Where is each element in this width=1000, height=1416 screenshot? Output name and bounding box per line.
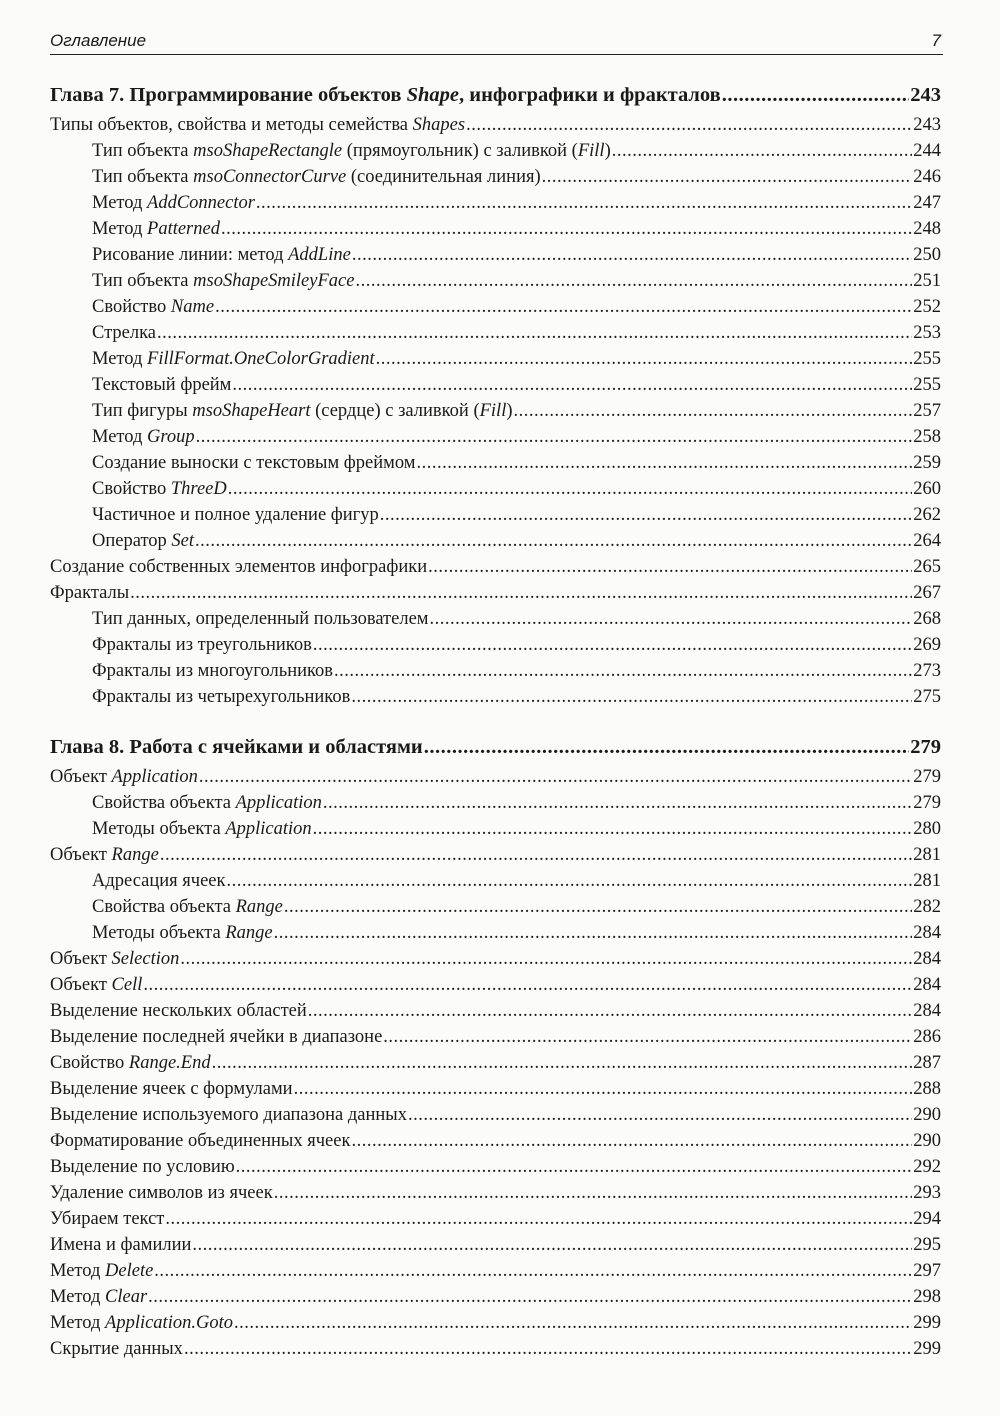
- toc-chapter-heading[interactable]: [50, 731, 941, 764]
- toc-page-number: 284: [913, 949, 941, 969]
- toc-entry-label: Создание собственных элементов инфографики: [50, 557, 428, 577]
- dot-leader: [466, 112, 912, 138]
- dot-leader: [294, 1076, 913, 1102]
- toc-entry-label: Объект Cell: [50, 975, 143, 995]
- toc-entry-label: Имена и фамилии: [50, 1235, 192, 1255]
- toc-entry-label: Убираем текст: [50, 1209, 165, 1229]
- toc-page-number: 260: [913, 479, 941, 499]
- dot-leader: [234, 1310, 912, 1336]
- dot-leader: [236, 1154, 913, 1180]
- toc-entry-label: Оператор Set: [92, 531, 195, 551]
- toc-page-number: 265: [913, 557, 941, 577]
- dot-leader: [424, 731, 910, 764]
- toc-entry-label: Выделение по условию: [50, 1157, 235, 1177]
- dot-leader: [376, 346, 913, 372]
- toc-page-number: 284: [913, 923, 941, 943]
- dot-leader: [212, 1050, 913, 1076]
- toc-page-number: 273: [913, 661, 941, 681]
- toc-page-number: 257: [913, 401, 941, 421]
- toc-entry-label: Метод Application.Goto: [50, 1313, 233, 1333]
- chapter-gap: [50, 710, 941, 731]
- toc-subsection[interactable]: [50, 294, 941, 320]
- dot-leader: [408, 1102, 912, 1128]
- toc-page-number: 255: [913, 375, 941, 395]
- toc-entry-label: Тип фигуры msoShapeHeart (сердце) с заливкой (Fill): [92, 401, 513, 421]
- toc-subsection[interactable]: [50, 242, 941, 268]
- toc-subsection[interactable]: [50, 920, 941, 946]
- toc-page-number: 284: [913, 975, 941, 995]
- toc-entry-label: Объект Range: [50, 845, 159, 865]
- toc-page-number: 243: [910, 84, 941, 106]
- dot-leader: [334, 658, 912, 684]
- toc-section[interactable]: [50, 972, 941, 998]
- toc-entry-label: Типы объектов, свойства и методы семейства Shapes: [50, 115, 466, 135]
- toc-entry-label: Адресация ячеек: [92, 871, 226, 891]
- toc-entry-label: Фракталы из многоугольников: [92, 661, 334, 681]
- toc-entry-label: Создание выноски с текстовым фреймом: [92, 453, 416, 473]
- toc-page-number: 298: [913, 1287, 941, 1307]
- toc-entry-label: Объект Selection: [50, 949, 180, 969]
- dot-leader: [192, 1232, 912, 1258]
- dot-leader: [232, 372, 912, 398]
- dot-leader: [215, 294, 912, 320]
- dot-leader: [428, 554, 912, 580]
- toc-page-number: 250: [913, 245, 941, 265]
- toc-page-number: 269: [913, 635, 941, 655]
- toc-page-number: 251: [913, 271, 941, 291]
- toc-page-number: 264: [913, 531, 941, 551]
- table-of-contents: [50, 79, 941, 1362]
- toc-page-number: 284: [913, 1001, 941, 1021]
- toc-entry-label: Метод FillFormat.OneColorGradient: [92, 349, 375, 369]
- toc-entry-label: Фракталы: [50, 583, 130, 603]
- dot-leader: [154, 1258, 912, 1284]
- toc-page-number: 252: [913, 297, 941, 317]
- toc-entry-label: Тип объекта msoShapeSmileyFace: [92, 271, 355, 291]
- toc-subsection[interactable]: [50, 320, 941, 346]
- toc-entry-label: Выделение нескольких областей: [50, 1001, 307, 1021]
- toc-page-number: 279: [913, 767, 941, 787]
- toc-subsection[interactable]: [50, 268, 941, 294]
- page-header: [50, 30, 943, 55]
- toc-entry-label: Свойства объекта Application: [92, 793, 322, 813]
- toc-page-number: 279: [913, 793, 941, 813]
- toc-section[interactable]: [50, 1180, 941, 1206]
- dot-leader: [228, 476, 913, 502]
- toc-entry-label: Глава 8. Работа с ячейками и областями: [50, 736, 423, 758]
- toc-page-number: 290: [913, 1105, 941, 1125]
- toc-entry-label: Свойство ThreeD: [92, 479, 227, 499]
- toc-page-number: 258: [913, 427, 941, 447]
- toc-section[interactable]: [50, 1128, 941, 1154]
- toc-subsection[interactable]: [50, 502, 941, 528]
- toc-entry-label: Свойство Range.End: [50, 1053, 211, 1073]
- toc-entry-label: Тип объекта msoConnectorCurve (соединительная линия): [92, 167, 541, 187]
- toc-page-number: 267: [913, 583, 941, 603]
- toc-page-number: 262: [913, 505, 941, 525]
- dot-leader: [180, 946, 912, 972]
- toc-section[interactable]: [50, 1284, 941, 1310]
- toc-entry-label: Фракталы из четырехугольников: [92, 687, 351, 707]
- toc-entry-label: Форматирование объединенных ячеек: [50, 1131, 351, 1151]
- page-number: 7: [931, 31, 941, 50]
- toc-page-number: 295: [913, 1235, 941, 1255]
- toc-page-number: 248: [913, 219, 941, 239]
- toc-entry-label: Метод AddConnector: [92, 193, 255, 213]
- dot-leader: [274, 920, 913, 946]
- toc-page-number: 286: [913, 1027, 941, 1047]
- toc-subsection[interactable]: [50, 346, 941, 372]
- toc-page-number: 281: [913, 871, 941, 891]
- toc-page-number: 275: [913, 687, 941, 707]
- toc-subsection[interactable]: [50, 684, 941, 710]
- toc-page-number: 244: [913, 141, 941, 161]
- toc-section[interactable]: [50, 580, 941, 606]
- toc-entry-label: Свойство Name: [92, 297, 215, 317]
- toc-section[interactable]: [50, 1154, 941, 1180]
- toc-page-number: 246: [913, 167, 941, 187]
- dot-leader: [148, 1284, 912, 1310]
- dot-leader: [313, 632, 912, 658]
- toc-section[interactable]: [50, 1310, 941, 1336]
- toc-page-number: 294: [913, 1209, 941, 1229]
- toc-subsection[interactable]: [50, 398, 941, 424]
- toc-entry-label: Удаление символов из ячеек: [50, 1183, 273, 1203]
- toc-subsection[interactable]: [50, 372, 941, 398]
- dot-leader: [355, 268, 912, 294]
- toc-page-number: 290: [913, 1131, 941, 1151]
- toc-entry-label: Метод Delete: [50, 1261, 154, 1281]
- toc-page-number: 268: [913, 609, 941, 629]
- toc-subsection[interactable]: [50, 894, 941, 920]
- toc-subsection[interactable]: [50, 790, 941, 816]
- toc-section[interactable]: [50, 998, 941, 1024]
- dot-leader: [416, 450, 912, 476]
- dot-leader: [157, 320, 912, 346]
- toc-section[interactable]: [50, 1050, 941, 1076]
- toc-entry-label: Глава 7. Программирование объектов Shape, инфографики и фракталов: [50, 84, 721, 106]
- dot-leader: [351, 1128, 912, 1154]
- toc-entry-label: Методы объекта Application: [92, 819, 312, 839]
- dot-leader: [227, 868, 913, 894]
- toc-entry-label: Рисование линии: метод AddLine: [92, 245, 351, 265]
- toc-subsection[interactable]: [50, 216, 941, 242]
- toc-page-number: 281: [913, 845, 941, 865]
- toc-subsection[interactable]: [50, 138, 941, 164]
- toc-page-number: 243: [913, 115, 941, 135]
- toc-page-number: 297: [913, 1261, 941, 1281]
- toc-subsection[interactable]: [50, 658, 941, 684]
- toc-entry-label: Текстовый фрейм: [92, 375, 232, 395]
- toc-page-number: 299: [913, 1313, 941, 1333]
- dot-leader: [184, 1336, 912, 1362]
- dot-leader: [274, 1180, 913, 1206]
- toc-page-number: 280: [913, 819, 941, 839]
- toc-entry-label: Метод Group: [92, 427, 195, 447]
- dot-leader: [380, 502, 913, 528]
- toc-section[interactable]: [50, 1232, 941, 1258]
- toc-subsection[interactable]: [50, 606, 941, 632]
- toc-entry-label: Скрытие данных: [50, 1339, 183, 1359]
- toc-section[interactable]: [50, 1102, 941, 1128]
- toc-page-number: 292: [913, 1157, 941, 1177]
- toc-page-number: 253: [913, 323, 941, 343]
- toc-page-number: 282: [913, 897, 941, 917]
- toc-section[interactable]: [50, 554, 941, 580]
- dot-leader: [196, 424, 913, 450]
- dot-leader: [722, 79, 910, 112]
- toc-subsection[interactable]: [50, 868, 941, 894]
- toc-subsection[interactable]: [50, 632, 941, 658]
- running-title: Оглавление: [50, 31, 147, 50]
- toc-entry-label: Объект Application: [50, 767, 198, 787]
- toc-entry-label: Тип данных, определенный пользователем: [92, 609, 429, 629]
- dot-leader: [199, 764, 912, 790]
- dot-leader: [383, 1024, 912, 1050]
- toc-section[interactable]: [50, 946, 941, 972]
- toc-entry-label: Метод Clear: [50, 1287, 148, 1307]
- toc-section[interactable]: [50, 1206, 941, 1232]
- toc-page-number: 288: [913, 1079, 941, 1099]
- toc-chapter-heading[interactable]: [50, 79, 941, 112]
- dot-leader: [430, 606, 913, 632]
- dot-leader: [612, 138, 913, 164]
- toc-subsection[interactable]: [50, 450, 941, 476]
- toc-entry-label: Стрелка: [92, 323, 157, 343]
- toc-entry-label: Метод Patterned: [92, 219, 220, 239]
- toc-section[interactable]: [50, 1024, 941, 1050]
- toc-subsection[interactable]: [50, 816, 941, 842]
- dot-leader: [130, 580, 912, 606]
- toc-entry-label: Свойства объекта Range: [92, 897, 283, 917]
- dot-leader: [221, 216, 912, 242]
- dot-leader: [160, 842, 912, 868]
- toc-page-number: 279: [910, 736, 941, 758]
- toc-subsection[interactable]: [50, 424, 941, 450]
- toc-page-number: 259: [913, 453, 941, 473]
- dot-leader: [542, 164, 913, 190]
- toc-entry-label: Методы объекта Range: [92, 923, 273, 943]
- toc-section[interactable]: [50, 764, 941, 790]
- toc-section[interactable]: [50, 1336, 941, 1362]
- toc-subsection[interactable]: [50, 528, 941, 554]
- toc-section[interactable]: [50, 1258, 941, 1284]
- dot-leader: [308, 998, 912, 1024]
- toc-subsection[interactable]: [50, 190, 941, 216]
- toc-subsection[interactable]: [50, 164, 941, 190]
- dot-leader: [514, 398, 913, 424]
- dot-leader: [351, 684, 912, 710]
- dot-leader: [143, 972, 912, 998]
- toc-page-number: 287: [913, 1053, 941, 1073]
- toc-section[interactable]: [50, 842, 941, 868]
- toc-page-number: 293: [913, 1183, 941, 1203]
- dot-leader: [323, 790, 912, 816]
- toc-entry-label: Выделение последней ячейки в диапазоне: [50, 1027, 383, 1047]
- toc-page-number: 299: [913, 1339, 941, 1359]
- toc-entry-label: Выделение ячеек с формулами: [50, 1079, 293, 1099]
- toc-entry-label: Частичное и полное удаление фигур: [92, 505, 379, 525]
- dot-leader: [284, 894, 912, 920]
- dot-leader: [313, 816, 913, 842]
- toc-section[interactable]: [50, 1076, 941, 1102]
- dot-leader: [195, 528, 912, 554]
- toc-entry-label: Фракталы из треугольников: [92, 635, 312, 655]
- dot-leader: [352, 242, 912, 268]
- toc-entry-label: Тип объекта msoShapeRectangle (прямоугольник) с заливкой (Fill): [92, 141, 611, 161]
- toc-subsection[interactable]: [50, 476, 941, 502]
- toc-section[interactable]: [50, 112, 941, 138]
- toc-page-number: 255: [913, 349, 941, 369]
- dot-leader: [256, 190, 912, 216]
- toc-entry-label: Выделение используемого диапазона данных: [50, 1105, 407, 1125]
- dot-leader: [165, 1206, 912, 1232]
- toc-page-number: 247: [913, 193, 941, 213]
